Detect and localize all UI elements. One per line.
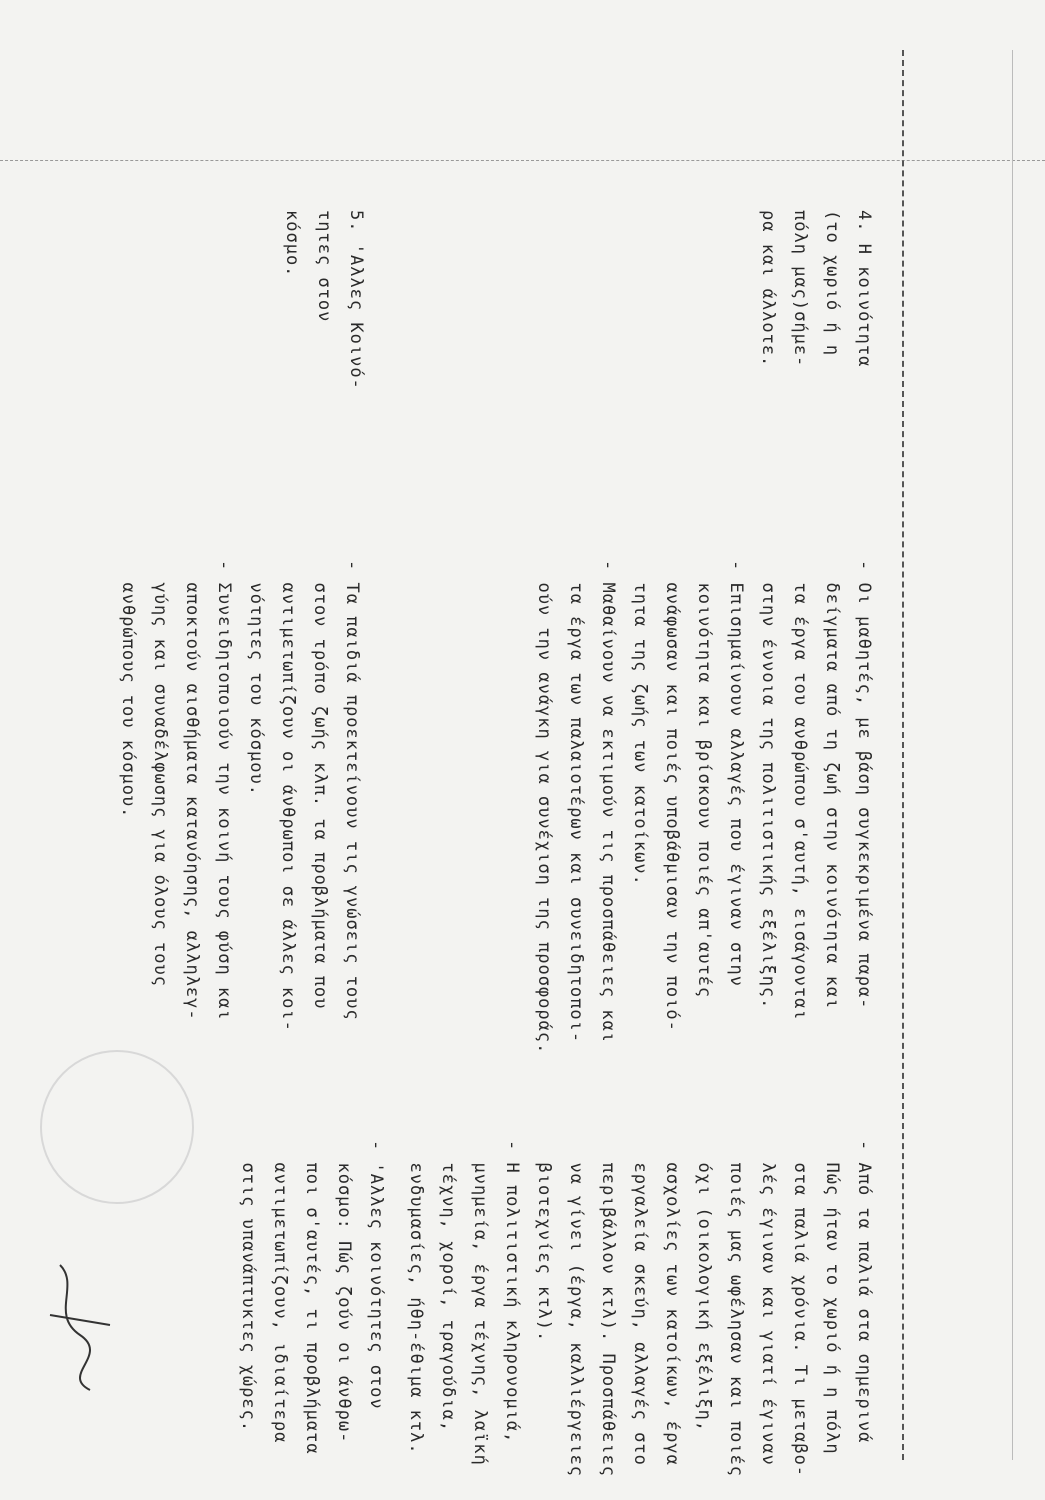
activity-5-2: - Συνειδητοποιούν την κοινή τους φύση και αποκτούν αισθήματα κατανόησης, αλληλεγ- γύης και συναδέλφωσης για όλους τους ανθρώπους του κόσμου. bbox=[118, 560, 234, 1021]
activity-5-1: - Τα παιδιά προεκτείνουν τις γνώσεις τους στον τρόπο ζωής κλπ. τα προβλήματα που αντιμετωπίζουν οι άνθρωποι σε άλλες κοι- νότητες του κόσμου. bbox=[246, 560, 362, 1032]
top-dashed-rule bbox=[0, 160, 1045, 161]
topic-4-text: Η κοινότητα (το χωριό ή η πόλη μας)σήμε- ρα και άλλοτε. bbox=[758, 210, 874, 368]
page-edge-line bbox=[1012, 50, 1013, 1460]
topics-column bbox=[248, 210, 880, 540]
rotated-table bbox=[40, 210, 880, 1478]
topic-4 bbox=[752, 210, 880, 540]
column-divider bbox=[902, 50, 904, 1460]
signature bbox=[40, 1255, 120, 1395]
topic-5-number: 5. bbox=[346, 210, 366, 233]
activity-4-1: - Οι μαθητές, με βάση συγκεκριμένα παρα- δείγματα από τη ζωή στην κοινότητα και τα έργα του ανθρώπου σ'αυτή, εισάγονται στην έννοια της πολιτιστικής εξέλιξης. bbox=[758, 560, 874, 1021]
details-column bbox=[232, 1140, 880, 1478]
details-5: - 'Αλλες κοινότητες στον κόσμο: Πώς ζούν οι άνθρω- ποι σ'αυτές, τι προβλήματα αντιμετωπίζουν, ιδιαίτερα στις υπανάπτυκτες χώρες. bbox=[238, 1140, 386, 1455]
topic-5 bbox=[276, 210, 372, 540]
faded-stamp bbox=[40, 1050, 194, 1204]
activities-column bbox=[112, 560, 880, 1120]
topic-4-number: 4. bbox=[854, 210, 874, 233]
activity-4-2: - Επισημαίνουν αλλαγές που έγιναν στην κοινότητα και βρίσκουν ποιές απ'αυτές ανάφωσαν και ποιές υποβάθμισαν την ποιό- τητα της ζωής των κατοίκων. bbox=[630, 560, 746, 1032]
activity-4-3: - Μαθαίνουν να εκτιμούν τις προσπάθειες και τα έργα των παλαιοτέρων και συνειδητοποι- ούν την ανάγκη για συνέχιση της προσφοράς. bbox=[534, 560, 618, 1055]
details-4: - Από τα παλιά στα σημερινά Πώς ήταν το χωριό ή η πόλη στα παλιά χρόνια. Τι μεταβο- λές έγιναν και γιατί έγιναν ποιές μας ωφέλησαν και ποιές όχι (οικολογική εξέλιξη, ασχολίες των κατοίκων, έργα εργαλεία σκεύη, αλλαγές στο περιβάλλον κτλ). Προσπάθειες να γίνει (έργα, καλλιέργειες βιοτεχνίες κτλ). - Η πολιτιστική κληρονομιά, μνημεία, έργα τέχνης, λαϊκή τέχνη, χοροί, τραγούδια, ενδυμασίες, ήθη-έθιμα κτλ. bbox=[406, 1140, 874, 1478]
topic-5-text: 'Αλλες Κοινό- τητες στον κόσμο. bbox=[282, 210, 366, 390]
